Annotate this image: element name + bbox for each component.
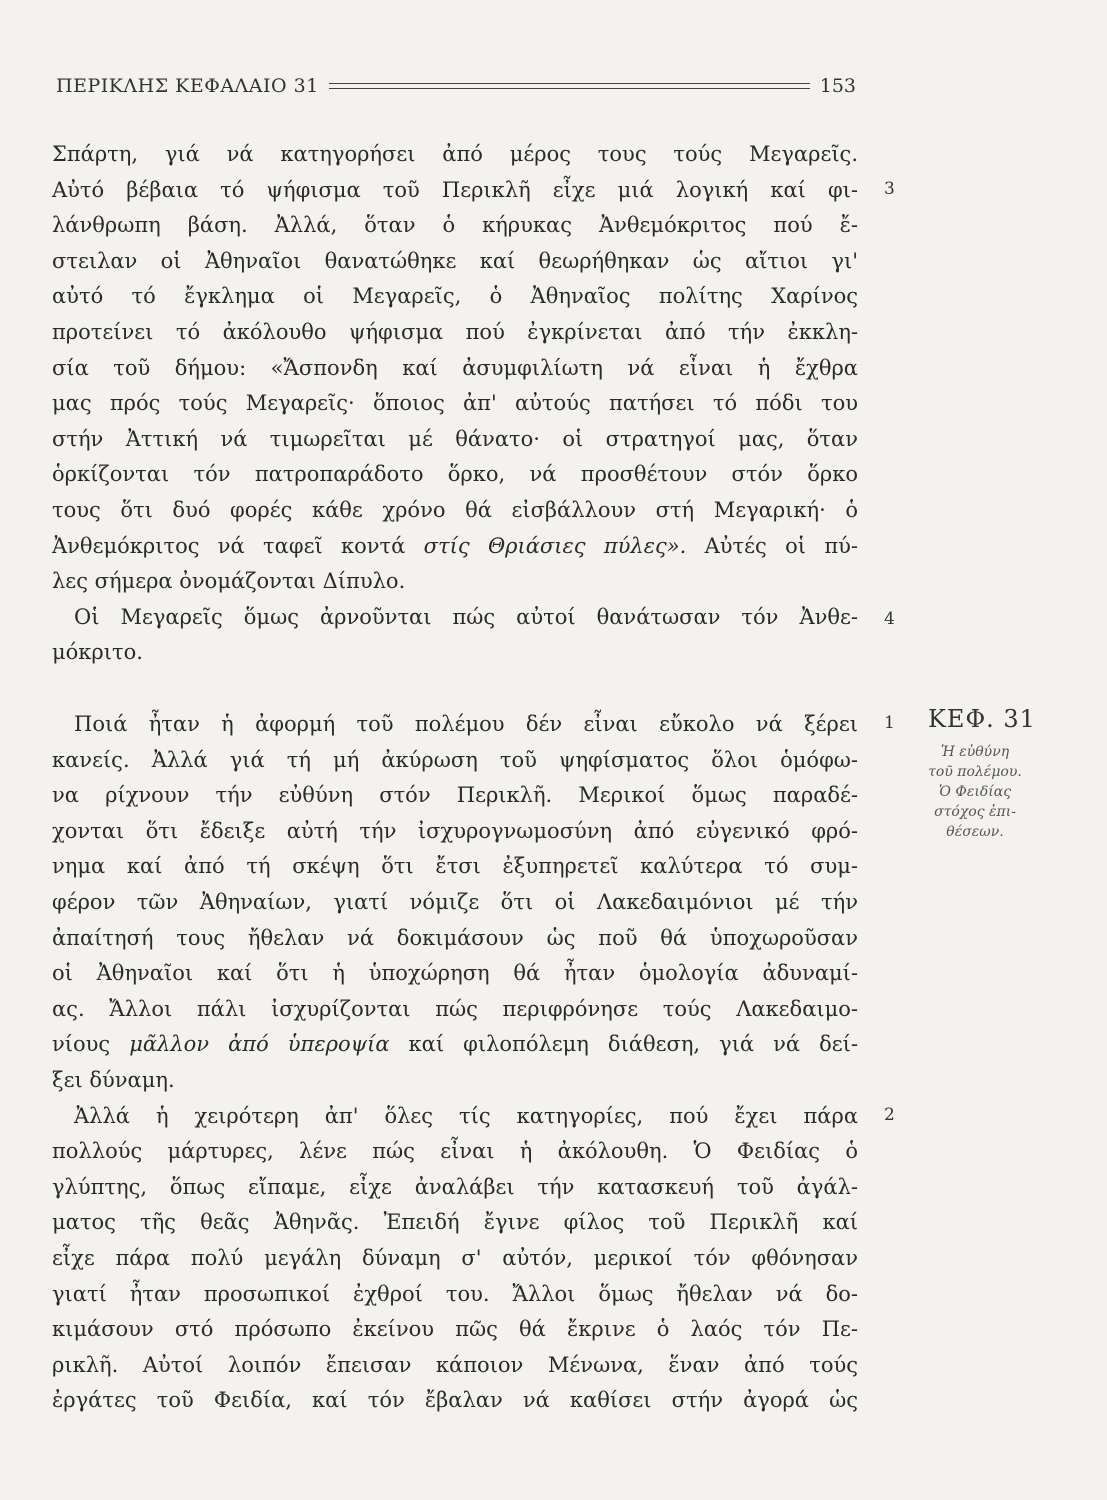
- text-line: νημα καί ἀπό τή σκέψη ὅτι ἔτσι ἐξυπηρετεῖ καλύτερα τό συμ-: [52, 854, 858, 879]
- text-line: γλύπτης, ὅπως εἴπαμε, εἶχε ἀναλάβει τήν κατασκευή τοῦ ἀγάλ-: [52, 1174, 858, 1199]
- text-line: ας. Ἄλλοι πάλι ἰσχυρίζονται πώς περιφρόνησε τούς Λακεδαιμο-: [52, 996, 858, 1021]
- summary-line: τοῦ πολέμου.: [928, 764, 1022, 780]
- italic-phrase: μᾶλλον ἀπό ὑπεροψία: [129, 1032, 390, 1057]
- text-line: λες σήμερα ὀνομάζονται Δίπυλο.: [52, 569, 406, 594]
- text-line: Ποιά ἦταν ἡ ἀφορμή τοῦ πολέμου δέν εἶναι εὔκολο νά ξέρει: [74, 712, 858, 736]
- paragraph-block-2: [52, 707, 858, 1419]
- text-line: αὐτό τό ἔγκλημα οἱ Μεγαρεῖς, ὁ Ἀθηναῖος πολίτης Χαρίνος: [52, 284, 858, 309]
- text-line: ὁρκίζονται τόν πατροπαράδοτο ὅρκο, νά προσθέτουν στόν ὅρκο: [52, 462, 858, 487]
- text-line: γιατί ἦταν προσωπικοί ἐχθροί του. Ἄλλοι ὅμως ἤθελαν νά δο-: [52, 1281, 858, 1306]
- text-line: ρικλῆ. Αὐτοί λοιπόν ἔπεισαν κάποιον Μένωνα, ἕναν ἀπό τούς: [52, 1352, 858, 1377]
- text-fragment: νίους: [52, 1032, 111, 1057]
- chapter-heading: ΚΕΦ. 31: [928, 705, 1036, 733]
- section-number-1: 1: [884, 713, 895, 733]
- text-line: ματος τῆς θεᾶς Ἀθηνᾶς. Ἐπειδή ἔγινε φίλος τοῦ Περικλῆ καί: [52, 1210, 858, 1235]
- text-line: σία τοῦ δήμου: «Ἄσπονδη καί ἀσυμφιλίωτη νά εἶναι ἡ ἔχθρα: [52, 355, 858, 380]
- text-line: κανείς. Ἀλλά γιά τή μή ἀκύρωση τοῦ ψηφίσματος ὅλοι ὁμόφω-: [52, 747, 858, 772]
- text-line: προτείνει τό ἀκόλουθο ψήφισμα πού ἐγκρίνεται ἀπό τήν ἐκκλη-: [52, 319, 858, 344]
- summary-line: Ὁ Φειδίας: [938, 784, 1012, 800]
- text-line: να ρίχνουν τήν εὐθύνη στόν Περικλῆ. Μερικοί ὅμως παραδέ-: [52, 783, 858, 808]
- text-line: εἶχε πάρα πολύ μεγάλη δύναμη σ' αὐτόν, μερικοί τόν φθόνησαν: [52, 1245, 858, 1270]
- summary-line: θέσεων.: [946, 824, 1004, 840]
- text-line: Ἀλλά ἡ χειρότερη ἀπ' ὅλες τίς κατηγορίες, πού ἔχει πάρα: [74, 1103, 858, 1128]
- running-title: ΠΕΡΙΚΛΗΣ ΚΕΦΑΛΑΙΟ 31: [56, 75, 319, 97]
- text-line: Οἱ Μεγαρεῖς ὅμως ἀρνοῦνται πώς αὐτοί θανάτωσαν τόν Ἀνθε-: [74, 604, 858, 629]
- margin-summary: [905, 742, 1045, 842]
- text-line: μόκριτο.: [52, 640, 143, 665]
- summary-line: στόχος ἐπι-: [934, 804, 1016, 820]
- running-header: [56, 66, 856, 106]
- paragraph-block-1: [52, 137, 858, 671]
- text-line: ἐργάτες τοῦ Φειδία, καί τόν ἔβαλαν νά καθίσει στήν ἀγορά ὡς: [52, 1388, 858, 1413]
- text-line: φέρον τῶν Ἀθηναίων, γιατί νόμιζε ὅτι οἱ Λακεδαιμόνιοι μέ τήν: [52, 889, 858, 914]
- text-line: χονται ὅτι ἔδειξε αὐτή τήν ἰσχυρογνωμοσύνη ἀπό εὐγενικό φρό-: [52, 818, 858, 843]
- text-line: ξει δύναμη.: [52, 1067, 175, 1092]
- text-fragment: καί φιλοπόλεμη διάθεση, γιά νά δεί-: [408, 1032, 858, 1057]
- italic-phrase: στίς Θριάσιες πύλες».: [423, 533, 687, 558]
- text-line: μας πρός τούς Μεγαρεῖς· ὅποιος ἀπ' αὐτούς πατήσει τό πόδι του: [52, 391, 858, 416]
- page-number: 153: [819, 75, 856, 97]
- text-line: ἀπαίτησή τους ἤθελαν νά δοκιμάσουν ὡς ποῦ θά ὑποχωροῦσαν: [52, 925, 858, 950]
- header-rule: [329, 83, 810, 89]
- text-line: στήν Ἀττική νά τιμωρεῖται μέ θάνατο· οἱ στρατηγοί μας, ὅταν: [52, 426, 858, 451]
- section-number-2: 2: [884, 1105, 895, 1125]
- text-fragment: Αὐτές οἱ πύ-: [704, 533, 858, 558]
- text-line: λάνθρωπη βάση. Ἀλλά, ὅταν ὁ κήρυκας Ἀνθεμόκριτος πού ἔ-: [52, 213, 858, 238]
- text-line: Σπάρτη, γιά νά κατηγορήσει ἀπό μέρος τους τούς Μεγαρεῖς.: [52, 142, 858, 166]
- text-line-with-italic: [52, 1027, 858, 1063]
- text-line: πολλούς μάρτυρες, λένε πώς εἶναι ἡ ἀκόλουθη. Ὁ Φειδίας ὁ: [52, 1139, 858, 1164]
- text-line: τους ὅτι δυό φορές κάθε χρόνο θά εἰσβάλλουν στή Μεγαρική· ὁ: [52, 497, 858, 522]
- section-number-4: 4: [884, 609, 895, 629]
- text-line-with-italic: [52, 529, 858, 565]
- section-number-3: 3: [884, 179, 895, 199]
- text-line: κιμάσουν στό πρόσωπο ἐκείνου πῶς θά ἔκρινε ὁ λαός τόν Πε-: [52, 1317, 858, 1342]
- summary-line: Ἡ εὐθύνη: [940, 744, 1010, 760]
- text-line: στειλαν οἱ Ἀθηναῖοι θανατώθηκε καί θεωρήθηκαν ὡς αἴτιοι γι': [52, 248, 858, 273]
- text-fragment: Ἀνθεμόκριτος νά ταφεῖ κοντά: [52, 533, 406, 558]
- text-line: Αὐτό βέβαια τό ψήφισμα τοῦ Περικλῆ εἶχε μιά λογική καί φι-: [52, 177, 858, 202]
- text-line: οἱ Ἀθηναῖοι καί ὅτι ἡ ὑποχώρηση θά ἦταν ὁμολογία ἀδυναμί-: [52, 961, 858, 986]
